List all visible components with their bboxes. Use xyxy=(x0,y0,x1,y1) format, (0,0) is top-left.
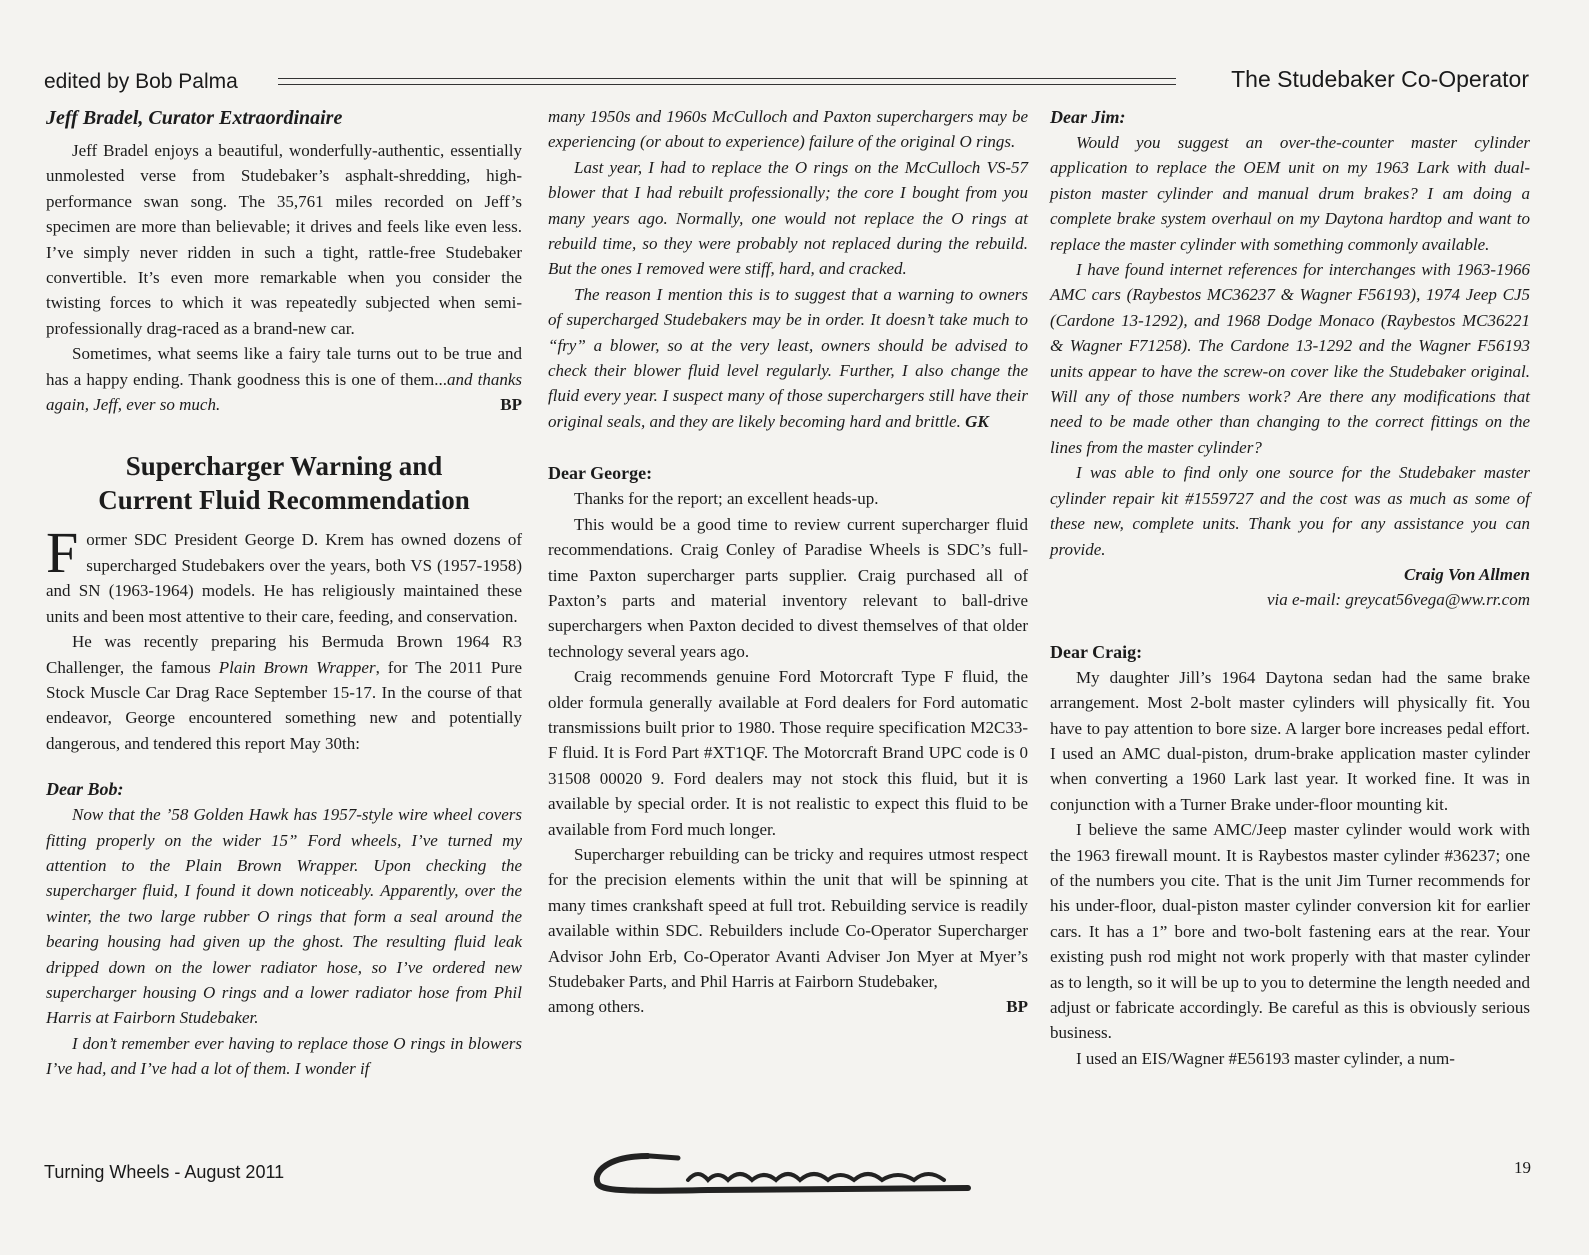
paragraph: I used an EIS/Wagner #E56193 master cylinder, a num- xyxy=(1076,1048,1455,1068)
paragraph-italic-text: and thanks again, Jeff, ever so much. xyxy=(46,369,522,415)
column-1 xyxy=(46,104,522,1082)
letter-paragraph xyxy=(548,282,1028,434)
header-double-rule xyxy=(278,78,1176,85)
cruiser-logo-graphic xyxy=(588,1150,988,1196)
paragraph-text: among others. xyxy=(548,997,645,1017)
drop-cap: F xyxy=(46,520,79,586)
paragraph: Craig recommends genuine Ford Motorcraft Type F fluid, the older formula generally available at Ford dealers for Ford automatic transmissions built prior to 1980. Those require specification M2C33-F fluid. It is Ford Part #XT1QF. The Motorcraft Brand UPC code is 0 31508 00020 9. Ford dealers may not stock this fluid, but it is available by special order. It is not realistic to expect this fluid to be available from Ford much longer. xyxy=(548,667,1028,839)
letter-salutation: Dear George: xyxy=(548,463,653,484)
paragraph: Jeff Bradel enjoys a beautiful, wonderfully-authentic, essentially unmolested verse from Studebaker’s asphalt-shredding, high-performance swan song. The 35,761 miles recorded on Jeff’s specimen are more than believable; it drives and feels like even less. I’ve simply never ridden in such a tight, rattle-free Studebaker convertible. It’s even more remarkable when you consider the twisting forces to which it was repeatedly subjected when semi-professionally drag-raced as a brand-new car. xyxy=(46,141,522,338)
letter-paragraph: Would you suggest an over-the-counter master cylinder application to replace the OEM unit on my 1963 Lark with dual-piston master cylinder and manual drum brakes? I am doing a complete brake system overhaul on my Daytona hardtop and want to replace the master cylinder with something commonly available. xyxy=(1050,133,1530,254)
cruiser-logo-text: Cruiser xyxy=(785,1175,791,1177)
paragraph xyxy=(46,629,522,756)
section-title: Jeff Bradel, Curator Extraordinaire xyxy=(46,107,343,129)
headline-line: Supercharger Warning and xyxy=(125,451,443,482)
paragraph xyxy=(46,341,522,417)
signature-initials: BP xyxy=(500,395,522,415)
signature-email: via e-mail: greycat56vega@ww.rr.com xyxy=(1266,590,1530,610)
paragraph: I believe the same AMC/Jeep master cylinder would work with the 1963 firewall mount. It is Raybestos master cylinder #36237; one of the numbers you cite. That is the unit Jim Turner recommends for his under-floor, dual-piston master cylinder conversion kit for earlier cars. It has a 1” bore and two-bolt fastening ears at the rear. Your existing push rod might not work properly with that master cylinder as to length, so it will be up to you to determine the length needed and adjust or fabricate accordingly. Be careful as this is obviously serious business. xyxy=(1050,820,1530,1043)
letter-paragraph: I was able to find only one source for the Studebaker master cylinder repair kit #1559727 and the cost was as much as some of these new, complete units. Thank you for any assistance you can provide. xyxy=(1050,463,1530,559)
header-editor-credit: edited by Bob Palma xyxy=(44,70,238,93)
header-column-title: The Studebaker Co-Operator xyxy=(1231,66,1529,92)
paragraph-text: The reason I mention this is to suggest that a warning to owners of supercharged Studebakers may be in order. It doesn’t take much to “fry” a blower, so at the very least, owners should be advised to check their blower fluid level regularly. Further, I also change the fluid every year. I suspect many of those superchargers still have their original seals, and they are likely becoming hard and brittle. xyxy=(548,284,1028,431)
page-number: 19 xyxy=(1514,1158,1531,1177)
paragraph-text: Sometimes, what seems like a fairy tale turns out to be true and has a happy ending. Thank goodness this is one of them... xyxy=(46,344,522,389)
signature-initials: GK xyxy=(965,411,989,431)
car-nickname: Plain Brown Wrapper xyxy=(218,657,376,677)
paragraph-text: ormer SDC President George D. Krem has owned dozens of supercharged Studebakers over the years, both VS (1957-1958) and SN (1963-1964) models. He has religiously maintained these units and been most attentive to their care, feeding, and conservation. xyxy=(46,530,522,626)
letter-salutation: Dear Jim: xyxy=(1050,107,1126,127)
letter-paragraph: Now that the ’58 Golden Hawk has 1957-style wire wheel covers fitting properly on the wider 15” Ford wheels, I’ve turned my attention to the Plain Brown Wrapper. Upon checking the supercharger fluid, I found it down noticeably. Apparently, over the winter, the two large rubber O rings that form a seal around the bearing housing had given up the ghost. The resulting fluid leak dripped down on the lower radiator hose, so I’ve ordered new supercharger housing O rings and a lower radiator hose from Phil Harris at Fairborn Studebaker. xyxy=(46,805,522,1028)
footer-issue: Turning Wheels - August 2011 xyxy=(44,1162,285,1182)
article-headline xyxy=(46,449,522,517)
cruiser-logo xyxy=(588,1150,988,1201)
signature-line xyxy=(548,994,1028,1019)
lead-paragraph xyxy=(46,520,522,629)
letter-paragraph: I don’t remember ever having to replace those O rings in blowers I’ve had, and I’ve had a lot of them. I wonder if xyxy=(46,1033,522,1079)
letter-salutation: Dear Bob: xyxy=(46,779,124,800)
paragraph: Supercharger rebuilding can be tricky and requires utmost respect for the precision elements within the unit that will be spinning at many times crankshaft speed at full trot. Rebuilding service is readily available within SDC. Rebuilders include Co-Operator Supercharger Advisor John Erb, Co-Operator Avanti Adviser Jon Myer at Myer’s Studebaker Parts, and Phil Harris at Fairborn Studebaker, xyxy=(548,844,1028,991)
headline-line: Current Fluid Recommendation xyxy=(98,485,470,516)
letter-paragraph: Last year, I had to replace the O rings on the McCulloch VS-57 blower that I had rebuilt professionally; the core I bought from you many years ago. Normally, one would not replace the O rings at rebuild time, so they were probably not replaced during the rebuild. But the ones I removed were stiff, hard, and cracked. xyxy=(548,157,1028,279)
letter-salutation: Dear Craig: xyxy=(1050,641,1143,662)
column-3 xyxy=(1050,104,1530,1071)
paragraph: My daughter Jill’s 1964 Daytona sedan had the same brake arrangement. Most 2-bolt master cylinders will physically fit. You have to pay attention to bore size. A larger bore increases pedal effort. I used an AMC dual-piston, drum-brake application master cylinder when converting a 1960 Lark last year. It worked fine. It was in conjunction with a Turner Brake under-floor mounting kit. xyxy=(1050,667,1530,814)
column-2 xyxy=(548,104,1028,1020)
paragraph-text: , for The 2011 Pure Stock Muscle Car Drag Race September 15-17. In the course of that endeavor, George encountered something new and potentially dangerous, and tendered this report May 30th: xyxy=(46,657,522,753)
signature-initials: BP xyxy=(1006,997,1028,1017)
letter-paragraph: many 1950s and 1960s McCulloch and Paxton superchargers may be experiencing (or about to experience) failure of the original O rings. xyxy=(548,107,1028,152)
paragraph-text: He was recently preparing his Bermuda Brown 1964 R3 Challenger, the famous xyxy=(46,632,522,677)
paragraph: This would be a good time to review current supercharger fluid recommendations. Craig Conley of Paradise Wheels is SDC’s full-time Paxton supercharger parts supplier. Craig purchased all of Paxton’s parts and material inventory relevant to ball-drive superchargers when Paxton decided to divest themselves of that older technology several years ago. xyxy=(548,514,1028,661)
letter-paragraph: I have found internet references for interchanges with 1963-1966 AMC cars (Raybestos MC36237 & Wagner F56193), 1974 Jeep CJ5 (Cardone 13-1292), and 1968 Dodge Monaco (Raybestos MC36221 & Wagner F71258). The Cardone 13-1292 and the Wagner F56193 units appear to have the screw-on cover like the Studebaker original. Will any of those numbers work? Are there any modifications that need to be made other than changing to the correct fittings on the lines from the master cylinder? xyxy=(1050,260,1530,457)
signature-name: Craig Von Allmen xyxy=(1404,564,1530,584)
letter-signature xyxy=(1050,562,1530,613)
paragraph: Thanks for the report; an excellent heads-up. xyxy=(574,489,879,509)
